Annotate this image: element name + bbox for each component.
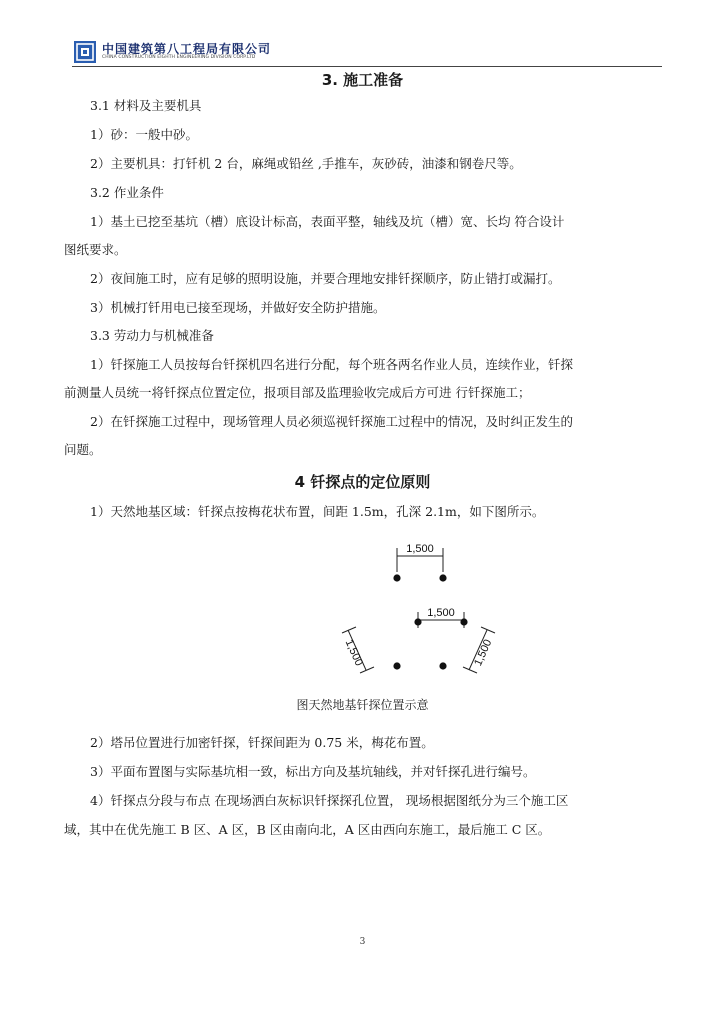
- s4-p2: 2）塔吊位置进行加密钎探，钎探间距为 0.75 米，梅花布置。: [90, 735, 434, 750]
- probe-point: [414, 618, 421, 625]
- probe-point: [439, 574, 446, 581]
- company-logo-icon: [74, 41, 96, 63]
- dim-label-left: 1,500: [342, 637, 365, 668]
- section-3-title: 3. 施工准备: [321, 71, 404, 89]
- dim-label-top: 1,500: [406, 543, 434, 555]
- page-number: 3: [359, 937, 366, 947]
- s31-title: 3.1 材料及主要机具: [90, 98, 202, 113]
- s31-p1: 1）砂：一般中砂。: [90, 127, 198, 142]
- probe-layout-diagram: [330, 532, 510, 682]
- s32-p2: 2）夜间施工时，应有足够的照明设施，并要合理地安排钎探顺序，防止错打或漏打。: [90, 271, 561, 286]
- probe-point: [439, 662, 446, 669]
- probe-point: [460, 618, 467, 625]
- s33-p1b: 前测量人员统一将钎探点位置定位，报项目部及监理验收完成后方可进 行钎探施工；: [64, 385, 531, 400]
- s33-p2b: 问题。: [64, 442, 102, 457]
- dim-label-right: 1,500: [472, 637, 495, 668]
- company-name-cn: 中国建筑第八工程局有限公司: [102, 42, 272, 56]
- probe-point: [393, 574, 400, 581]
- s32-p1b: 图纸要求。: [64, 242, 127, 257]
- company-name-en: CHINA CONSTRUCTION EIGHTH ENGINEERING DIVISION CORP.LTD: [102, 55, 256, 60]
- page-header: [72, 38, 662, 67]
- probe-point: [393, 662, 400, 669]
- figure-caption: 图天然地基钎探位置示意: [296, 698, 429, 712]
- s4-p1: 1）天然地基区域：钎探点按梅花状布置，间距 1.5m，孔深 2.1m，如下图所示。: [90, 504, 545, 519]
- s33-title: 3.3 劳动力与机械准备: [90, 328, 214, 343]
- section-4-title: 4 钎探点的定位原则: [294, 473, 431, 491]
- dim-label-middle: 1,500: [427, 607, 455, 619]
- s4-p3: 3）平面布置图与实际基坑相一致，标出方向及基坑轴线，并对钎探孔进行编号。: [90, 764, 536, 779]
- s32-p3: 3）机械打钎用电已接至现场，并做好安全防护措施。: [90, 300, 386, 315]
- s4-p4a: 4）钎探点分段与布点 在现场洒白灰标识钎探探孔位置， 现场根据图纸分为三个施工区: [90, 793, 569, 808]
- s31-p2: 2）主要机具：打钎机 2 台，麻绳或铅丝 ,手推车，灰砂砖，油漆和钢卷尺等。: [90, 156, 522, 171]
- s4-p4b: 域，其中在优先施工 B 区、A 区，B 区由南向北，A 区由西向东施工，最后施工 C 区。: [64, 822, 551, 837]
- s32-title: 3.2 作业条件: [90, 185, 164, 200]
- s33-p1a: 1）钎探施工人员按每台钎探机四名进行分配，每个班各两名作业人员，连续作业，钎探: [90, 357, 573, 372]
- s33-p2a: 2）在钎探施工过程中，现场管理人员必须巡视钎探施工过程中的情况，及时纠正发生的: [90, 414, 573, 429]
- s32-p1a: 1）基土已挖至基坑（槽）底设计标高，表面平整，轴线及坑（槽）宽、长均 符合设计: [90, 214, 565, 229]
